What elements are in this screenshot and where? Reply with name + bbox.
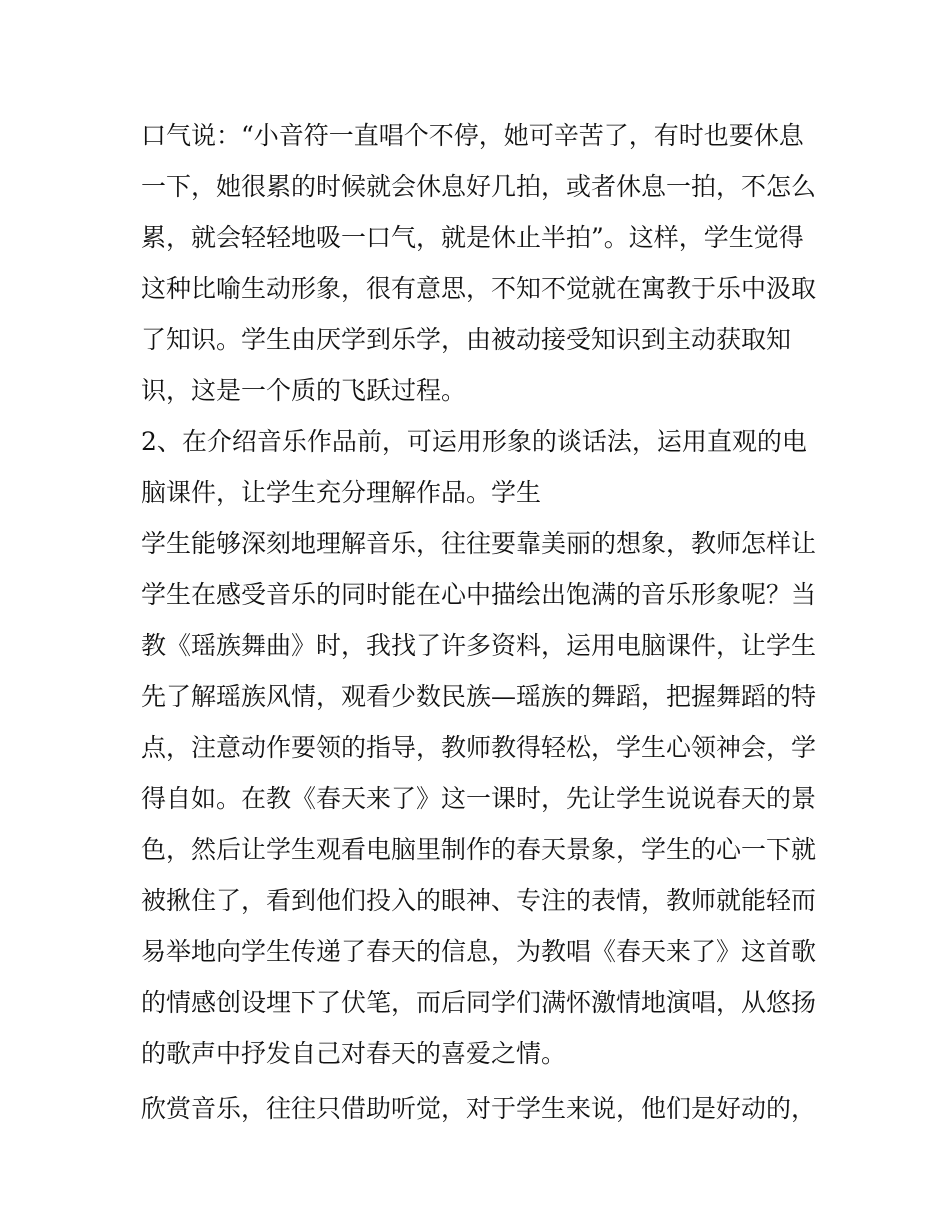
text-line: 口气说：“小音符一直唱个不停，她可辛苦了，有时也要休息 <box>141 121 804 150</box>
text-line: 累，就会轻轻地吸一口气，就是休止半拍”。这样，学生觉得 <box>141 223 804 252</box>
text-line: 了知识。学生由厌学到乐学，由被动接受知识到主动获取知 <box>141 325 792 354</box>
text-line: 得自如。在教《春天来了》这一课时，先让学生说说春天的景 <box>141 784 817 813</box>
text-line: 脑课件，让学生充分理解作品。学生 <box>141 478 542 507</box>
text-line: 点，注意动作要领的指导，教师教得轻松，学生心领神会，学 <box>141 733 817 762</box>
text-line: 的歌声中抒发自己对春天的喜爱之情。 <box>141 1039 567 1068</box>
body-text <box>141 110 821 1134</box>
text-line: 被揪住了，看到他们投入的眼神、专注的表情，教师就能轻而 <box>141 886 817 915</box>
text-line: 易举地向学生传递了春天的信息，为教唱《春天来了》这首歌 <box>141 937 817 966</box>
text-line: 色，然后让学生观看电脑里制作的春天景象，学生的心一下就 <box>141 835 817 864</box>
text-line: 这种比喻生动形象，很有意思，不知不觉就在寓教于乐中汲取 <box>141 274 817 303</box>
text-line: 的情感创设埋下了伏笔，而后同学们满怀激情地演唱，从悠扬 <box>141 988 817 1017</box>
text-line: 教《瑶族舞曲》时，我找了许多资料，运用电脑课件，让学生 <box>141 631 817 660</box>
text-line: 识，这是一个质的飞跃过程。 <box>141 376 467 405</box>
text-line: 2、在介绍音乐作品前，可运用形象的谈话法，运用直观的电 <box>141 427 807 456</box>
text-line: 欣赏音乐，往往只借助听觉，对于学生来说，他们是好动的， <box>141 1094 817 1123</box>
text-line: 学生在感受音乐的同时能在心中描绘出饱满的音乐形象呢？当 <box>141 580 817 609</box>
text-line: 先了解瑶族风情，观看少数民族—瑶族的舞蹈，把握舞蹈的特 <box>141 682 817 711</box>
text-line: 学生能够深刻地理解音乐，往往要靠美丽的想象，教师怎样让 <box>141 529 817 558</box>
text-line: 一下，她很累的时候就会休息好几拍，或者休息一拍，不怎么 <box>141 172 817 201</box>
